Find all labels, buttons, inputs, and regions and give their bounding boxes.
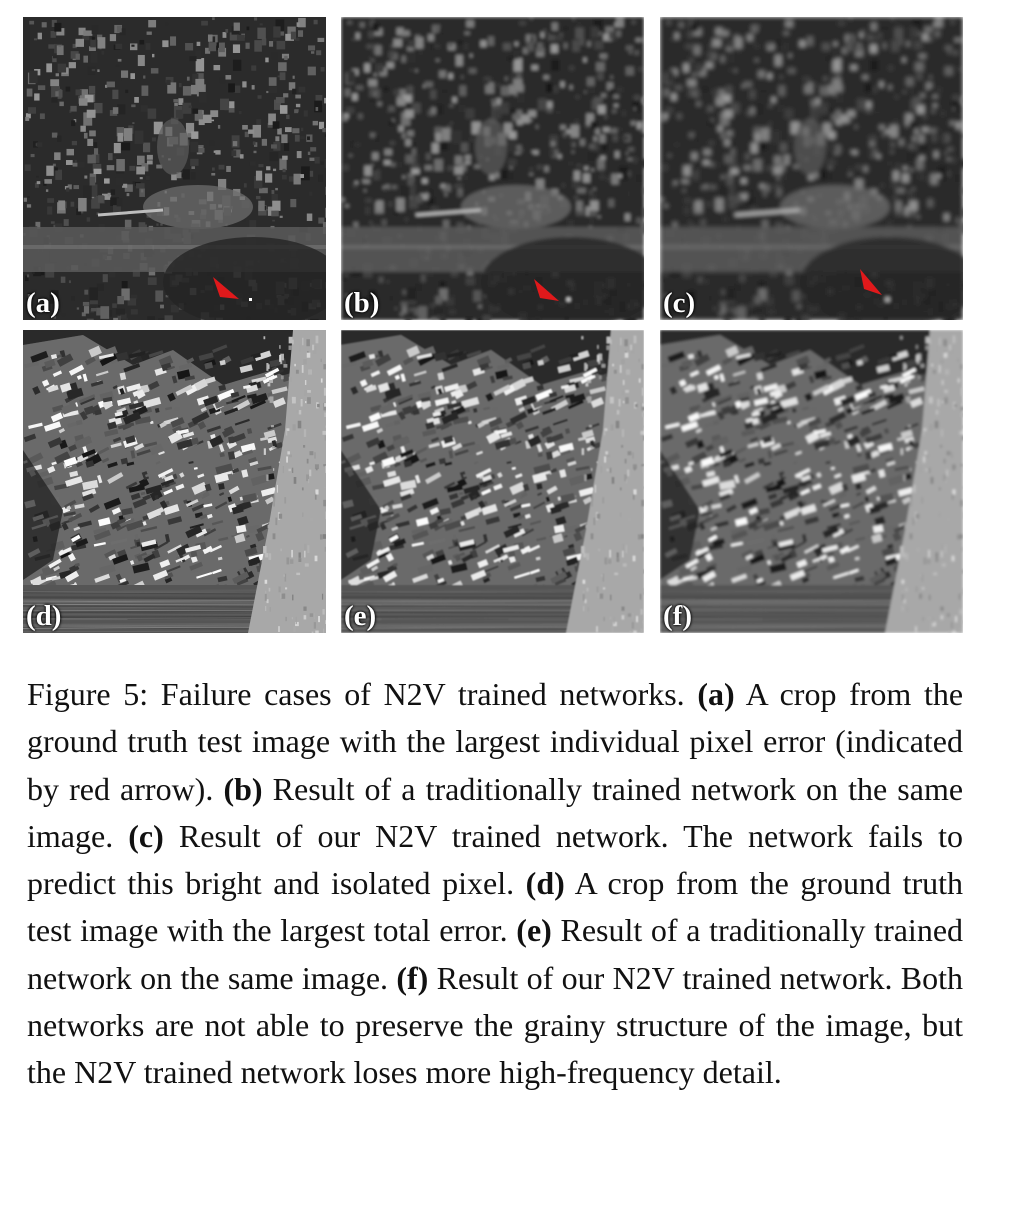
caption-key-f: (f) (396, 959, 429, 996)
caption-key-d: (d) (525, 865, 565, 902)
mountain-crop-image (23, 330, 326, 633)
panel-e-label: (e) (344, 600, 377, 632)
panel-a-image (23, 17, 326, 320)
caption-key-c: (c) (128, 817, 164, 854)
panel-b-image (341, 17, 644, 320)
panel-a-label: (a) (26, 287, 60, 319)
caption-intro: Failure cases of N2V trained networks. (160, 676, 685, 712)
caption-text-b: Result of a traditionally trained network on the same image. (27, 770, 964, 854)
mountain-crop-image (341, 330, 644, 633)
panel-b-label: (b) (344, 287, 380, 319)
forest-crop-image (23, 17, 326, 320)
caption-text-e: Result of a traditionally trained network on the same image. (27, 912, 964, 996)
figure-caption (27, 671, 963, 1097)
caption-text-a: A crop from the ground truth test image with the largest individual pixel error (indicated by red arrow). (27, 676, 964, 807)
panel-f-image (660, 330, 963, 633)
panel-c-label: (c) (663, 287, 696, 319)
panel-d-image (23, 330, 326, 633)
caption-key-b: (b) (223, 770, 263, 807)
panel-d-label: (d) (26, 600, 62, 632)
mountain-crop-image (660, 330, 963, 633)
caption-text-f: Result of our N2V trained network. Both networks are not able to preserve the grainy structure of the image, but the N2V trained network loses more high-frequency detail. (27, 959, 964, 1091)
caption-text-d: A crop from the ground truth test image with the largest total error. (27, 865, 964, 949)
forest-crop-image (341, 17, 644, 320)
caption-text-c: Result of our N2V trained network. The network fails to predict this bright and isolated pixel. (27, 817, 964, 902)
forest-crop-image (660, 17, 963, 320)
caption-key-a: (a) (697, 676, 735, 712)
panel-c-image (660, 17, 963, 320)
panel-e-image (341, 330, 644, 633)
caption-key-e: (e) (516, 912, 552, 949)
panel-f-label: (f) (663, 600, 692, 632)
figure-label: Figure 5: (27, 676, 149, 712)
